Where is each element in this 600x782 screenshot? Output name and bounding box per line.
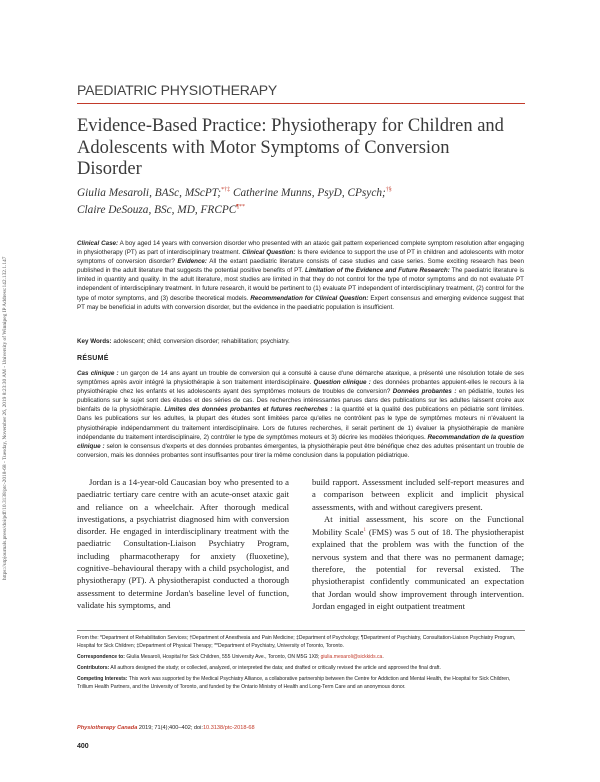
keywords [77, 337, 524, 346]
body-paragraph [312, 513, 524, 612]
abstract-label: Clinical Question: [242, 249, 296, 257]
keywords-label: Key Words: [77, 338, 112, 345]
resume [77, 369, 524, 460]
resume-heading: RÉSUMÉ [77, 355, 109, 362]
resume-text: selon le consensus d'experts et des données probantes émergentes, la physiothérapie peut être bénéfique chez des adultes présentant un trouble de conversion, mais les données probantes sont insuffisantes pour tirer la même conclusion dans la population pédiatrique. [77, 442, 524, 459]
author-name: Catherine Munns, PsyD, CPsych; [230, 186, 386, 199]
abstract-label: Clinical Case: [77, 240, 119, 247]
author-list [77, 183, 517, 217]
citation-line [77, 725, 524, 731]
body-column-left [77, 476, 289, 611]
abstract-text: A boy aged 14 years with conversion disorder who presented with an ataxic gait pattern experienced complete symptom resolution after engaging in physiotherapy (PT) as part of interdisciplinary treatment. [77, 240, 524, 257]
resume-label: Recommandation de la question clinique : [77, 433, 524, 450]
contributors-text: All authors designed the study; or collected, analyzed, or interpreted the data; and drafted or critically revised the article and approved the final draft. [109, 664, 441, 671]
competing-interests-text: This work was supported by the Medical Psychiatry Alliance, a collaborative partnership between the Centre for Addiction and Mental Health, the Hospital for Sick Children, Trillium Health Partners, and the University of Toronto, and funded by the Ontario Ministry of Health and Long-Term Care and an anonymous donor. [77, 675, 511, 690]
author-affiliation-marks: ¶** [236, 203, 246, 210]
resume-label: Cas clinique : [77, 370, 119, 377]
competing-interests-label: Competing Interests: [77, 675, 128, 682]
footnotes [77, 634, 524, 694]
article-title: Evidence-Based Practice: Physiotherapy for Children and Adolescents with Motor Symptoms of Conversion Disorder [77, 116, 504, 179]
footnote-rule [77, 630, 525, 631]
abstract-text: Expert consensus and emerging evidence suggest that PT may be beneficial in adults with conversion disorder, but the evidence in the paediatric population is insufficient. [77, 294, 524, 311]
resume-text: un garçon de 14 ans ayant un trouble de conversion qui a consulté à cause d'une démarche ataxique, a présenté une résolution totale de ses symptômes après avoir intégré la physiothérapie à son traitement interdisciplinaire. [77, 370, 524, 387]
resume-text: en pédiatrie, toutes les publications sur le sujet sont des études et des séries de cas. Des recherches intéressantes parues dans des publications sur les adultes laissent croire aux bienfaits de la physiothérapie. [77, 388, 525, 414]
contributors-label: Contributors: [77, 664, 110, 671]
keywords-text: adolescent; child; conversion disorder; rehabilitation; psychiatry. [111, 338, 290, 345]
body-paragraph: Jordan is a 14-year-old Caucasian boy who presented to a paediatric tertiary care centre with an acute-onset ataxic gait and reliance on a wheelchair. After thorough medical investigations, a psychiatrist diagnosed him with conversion disorder. He engaged in interdisciplinary treatment with the paediatric Consultation-Liaison Psychiatry Program, including pharmacotherapy for anxiety (fluoxetine), cognitive–behavioural therapy with a child psychologist, and physiotherapy (PT). A physiotherapist conducted a thorough assessment to determine Jordan's baseline level of function, validate his symptoms, and [77, 477, 289, 610]
abstract-label: Recommendation for Clinical Question: [250, 294, 369, 302]
correspondence-email-link[interactable]: giulia.mesaroli@sickkids.ca [320, 654, 383, 660]
body-text: At initial assessment, his score on the Functional Mobility Scale [312, 513, 524, 538]
section-header: PAEDIATRIC PHYSIOTHERAPY [77, 82, 278, 98]
download-stamp [2, 150, 14, 580]
header-rule [77, 103, 525, 104]
resume-label: Limites des données probantes et futures recherches : [164, 406, 333, 414]
body-paragraph: build rapport. Assessment included self-report measures and a comparison between explicit and implicit physical assessments, with and without caregivers present. [312, 477, 524, 512]
resume-label: Question clinique : [313, 379, 371, 387]
resume-text: la quantité et la qualité des publications en pédiatrie sont limitées. Dans les publications sur les adultes, la plupart des études sont limitées parce qu'elles ne contrôlent pas le type de symptômes moteurs ni n'évaluent la physiothérapie indépendamment du traitement interdisciplinaire. Lors de futures recherches, il serait pertinent de 1) évaluer la physiothérapie de manière indépendante du traitement interdisciplinaire, 2) contrôler le type de symptômes moteurs et 3) décrire les modèles théoriques. [77, 406, 525, 441]
doi-link[interactable]: 10.3138/ptc-2018-68 [202, 725, 255, 731]
author-name: Giulia Mesaroli, BASc, MScPT; [77, 186, 222, 199]
author-name: Claire DeSouza, BSc, MD, FRCPC [77, 203, 237, 216]
author-affiliation-marks: †§ [385, 187, 392, 193]
abstract-text: All the extant paediatric literature consists of case studies and case series. Some exciting research has been published in the adult literature that suggests the potential positive benefits of PT. [77, 258, 524, 275]
abstract-text: Is there evidence to support the use of PT in children and adolescents with motor symptoms of conversion disorder? [77, 249, 524, 266]
journal-name: Physiotherapy Canada [77, 725, 138, 731]
resume-text: des données probantes appuient-elles le recours à la physiothérapie chez les enfants et les adolescents ayant des symptômes moteurs de troubles de conversion? [77, 379, 524, 396]
contributors-note [77, 664, 524, 672]
body-text: (FMS) was 5 out of 18. The physiotherapist explained that the problem was with the function of the nervous system and that there was no permanent damage; therefore, the potential for reversal existed. The physiotherapist confidently communicated an expectation that Jordan would show improvement through intervention. Jordan engaged in eight outpatient treatment [312, 527, 525, 611]
resume-label: Données probantes : [392, 388, 457, 396]
body-column-right [312, 476, 524, 612]
abstract-label: Limitation of the Evidence and Future Research: [305, 267, 450, 275]
page-number: 400 [77, 743, 89, 750]
abstract [77, 239, 524, 312]
author-affiliation-marks: *†‡ [221, 187, 231, 193]
correspondence-end: . [382, 654, 384, 660]
download-stamp-text: https://utpjournals.press/doi/pdf/10.3138/ptc-2018-68 - Tuesday, November 26, 2019 8:23:30 AM - University of Winnipeg IP Address:142.132.1.147 [2, 256, 8, 580]
citation-details: 2019; 71(4);400–402; doi: [137, 725, 203, 731]
abstract-text: The paediatric literature is limited in quantity and quality. In the adult literature, most studies are limited in that they do not control for the type of motor symptoms and do not evaluate PT independent of interdisciplinary treatment. In future research, it would be pertinent to (1) evaluate PT independent of interdisciplinary treatment, (2) control for the type of motor symptoms, and (3) describe theoretical models. [77, 267, 524, 302]
abstract-label: Evidence: [177, 258, 207, 266]
competing-interests-note [77, 675, 524, 691]
correspondence-label: Correspondence to: [77, 654, 125, 660]
correspondence-note [77, 653, 524, 661]
reference-marker[interactable]: 1 [363, 528, 367, 534]
affiliations-note: From the: *Department of Rehabilitation Services; †Department of Anesthesia and Pain Medicine; ‡Department of Psychology; ¶Department of Psychiatry, Consultation-Liaison Psychiatry Program, Hospital for Sick Children; ‡Department of Physical Therapy; **Department of Psychiatry, University of Toronto, Toronto. [77, 635, 516, 650]
correspondence-text: Giulia Mesaroli, Hospital for Sick Children, 555 University Ave., Toronto, ON M5G 1X8; [124, 654, 321, 660]
